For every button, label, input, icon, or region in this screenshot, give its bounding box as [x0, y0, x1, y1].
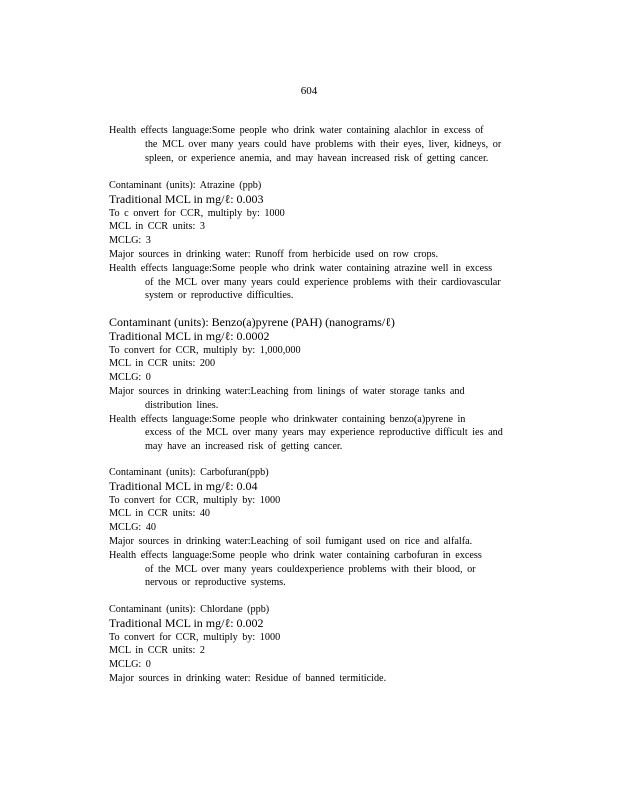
mclg-line: MCLG: 0	[109, 659, 151, 671]
contaminant-line: Contaminant (units): Benzo(a)pyrene (PAH) (nanograms/ℓ)	[109, 315, 395, 329]
sources-line: Major sources in drinking water:Leaching from linings of water storage tanks and	[109, 385, 465, 397]
effects-line: of the MCL over many years could experience problems with their cardiovascular	[145, 276, 501, 288]
convert-line: To convert for CCR, multiply by: 1,000,000	[109, 344, 301, 356]
entry-benzo-a-pyrene	[109, 316, 539, 454]
mclg-line: MCLG: 40	[109, 522, 156, 534]
mcl-ccr-line: MCL in CCR units: 200	[109, 358, 216, 370]
mcl-ccr-line: MCL in CCR units: 2	[109, 645, 205, 657]
traditional-mcl-line: Traditional MCL in mg/ℓ: 0.003	[109, 191, 264, 206]
effects-line: the MCL over many years could have problems with their eyes, liver, kidneys, or	[145, 138, 502, 150]
entry-chlordane	[109, 603, 539, 686]
effects-line: of the MCL over many years couldexperience problems with their blood, or	[145, 563, 476, 575]
convert-line: To convert for CCR, multiply by: 1000	[109, 631, 281, 643]
sources-line: Major sources in drinking water: Residue of banned termiticide.	[109, 672, 387, 684]
sources-line: distribution lines.	[145, 399, 219, 411]
effects-line: system or reproductive difficulties.	[145, 290, 294, 302]
contaminant-line: Contaminant (units): Chlordane (ppb)	[109, 604, 270, 615]
entry-carbofuran	[109, 466, 539, 590]
effects-line: Health effects language:Some people who drink water containing carbofuran in excess	[109, 549, 482, 561]
mclg-line: MCLG: 0	[109, 372, 151, 384]
entry-atrazine	[109, 179, 539, 303]
effects-line: Health effects language:Some people who drink water containing atrazine well in excess	[109, 262, 493, 274]
effects-line: nervous or reproductive systems.	[145, 577, 286, 589]
effects-line: spleen, or experience anemia, and may havean increased risk of getting cancer.	[145, 152, 489, 164]
mcl-ccr-line: MCL in CCR units: 3	[109, 221, 205, 233]
mcl-ccr-line: MCL in CCR units: 40	[109, 508, 211, 520]
sources-line: Major sources in drinking water:Leaching of soil fumigant used on rice and alfalfa.	[109, 535, 473, 547]
sources-line: Major sources in drinking water: Runoff from herbicide used on row crops.	[109, 248, 439, 260]
traditional-mcl-line: Traditional MCL in mg/ℓ: 0.0002	[109, 328, 270, 343]
effects-line: may have an increased risk of getting cancer.	[145, 441, 343, 453]
page-number: 604	[300, 85, 318, 97]
effects-line: excess of the MCL over many years may experience reproductive difficult ies and	[145, 427, 503, 439]
effects-line: Health effects language:Some people who drinkwater containing benzo(a)pyrene in	[109, 413, 466, 425]
effects-line: Health effects language:Some people who drink water containing alachlor in excess of	[109, 125, 484, 136]
convert-line: To c onvert for CCR, multiply by: 1000	[109, 207, 285, 219]
contaminant-line: Contaminant (units): Atrazine (ppb)	[109, 180, 262, 191]
contaminant-line: Contaminant (units): Carbofuran(ppb)	[109, 467, 269, 478]
traditional-mcl-line: Traditional MCL in mg/ℓ: 0.04	[109, 478, 258, 493]
convert-line: To convert for CCR, multiply by: 1000	[109, 494, 281, 506]
traditional-mcl-line: Traditional MCL in mg/ℓ: 0.002	[109, 615, 264, 630]
mclg-line: MCLG: 3	[109, 235, 151, 247]
alachlor-health-effects	[109, 124, 539, 165]
